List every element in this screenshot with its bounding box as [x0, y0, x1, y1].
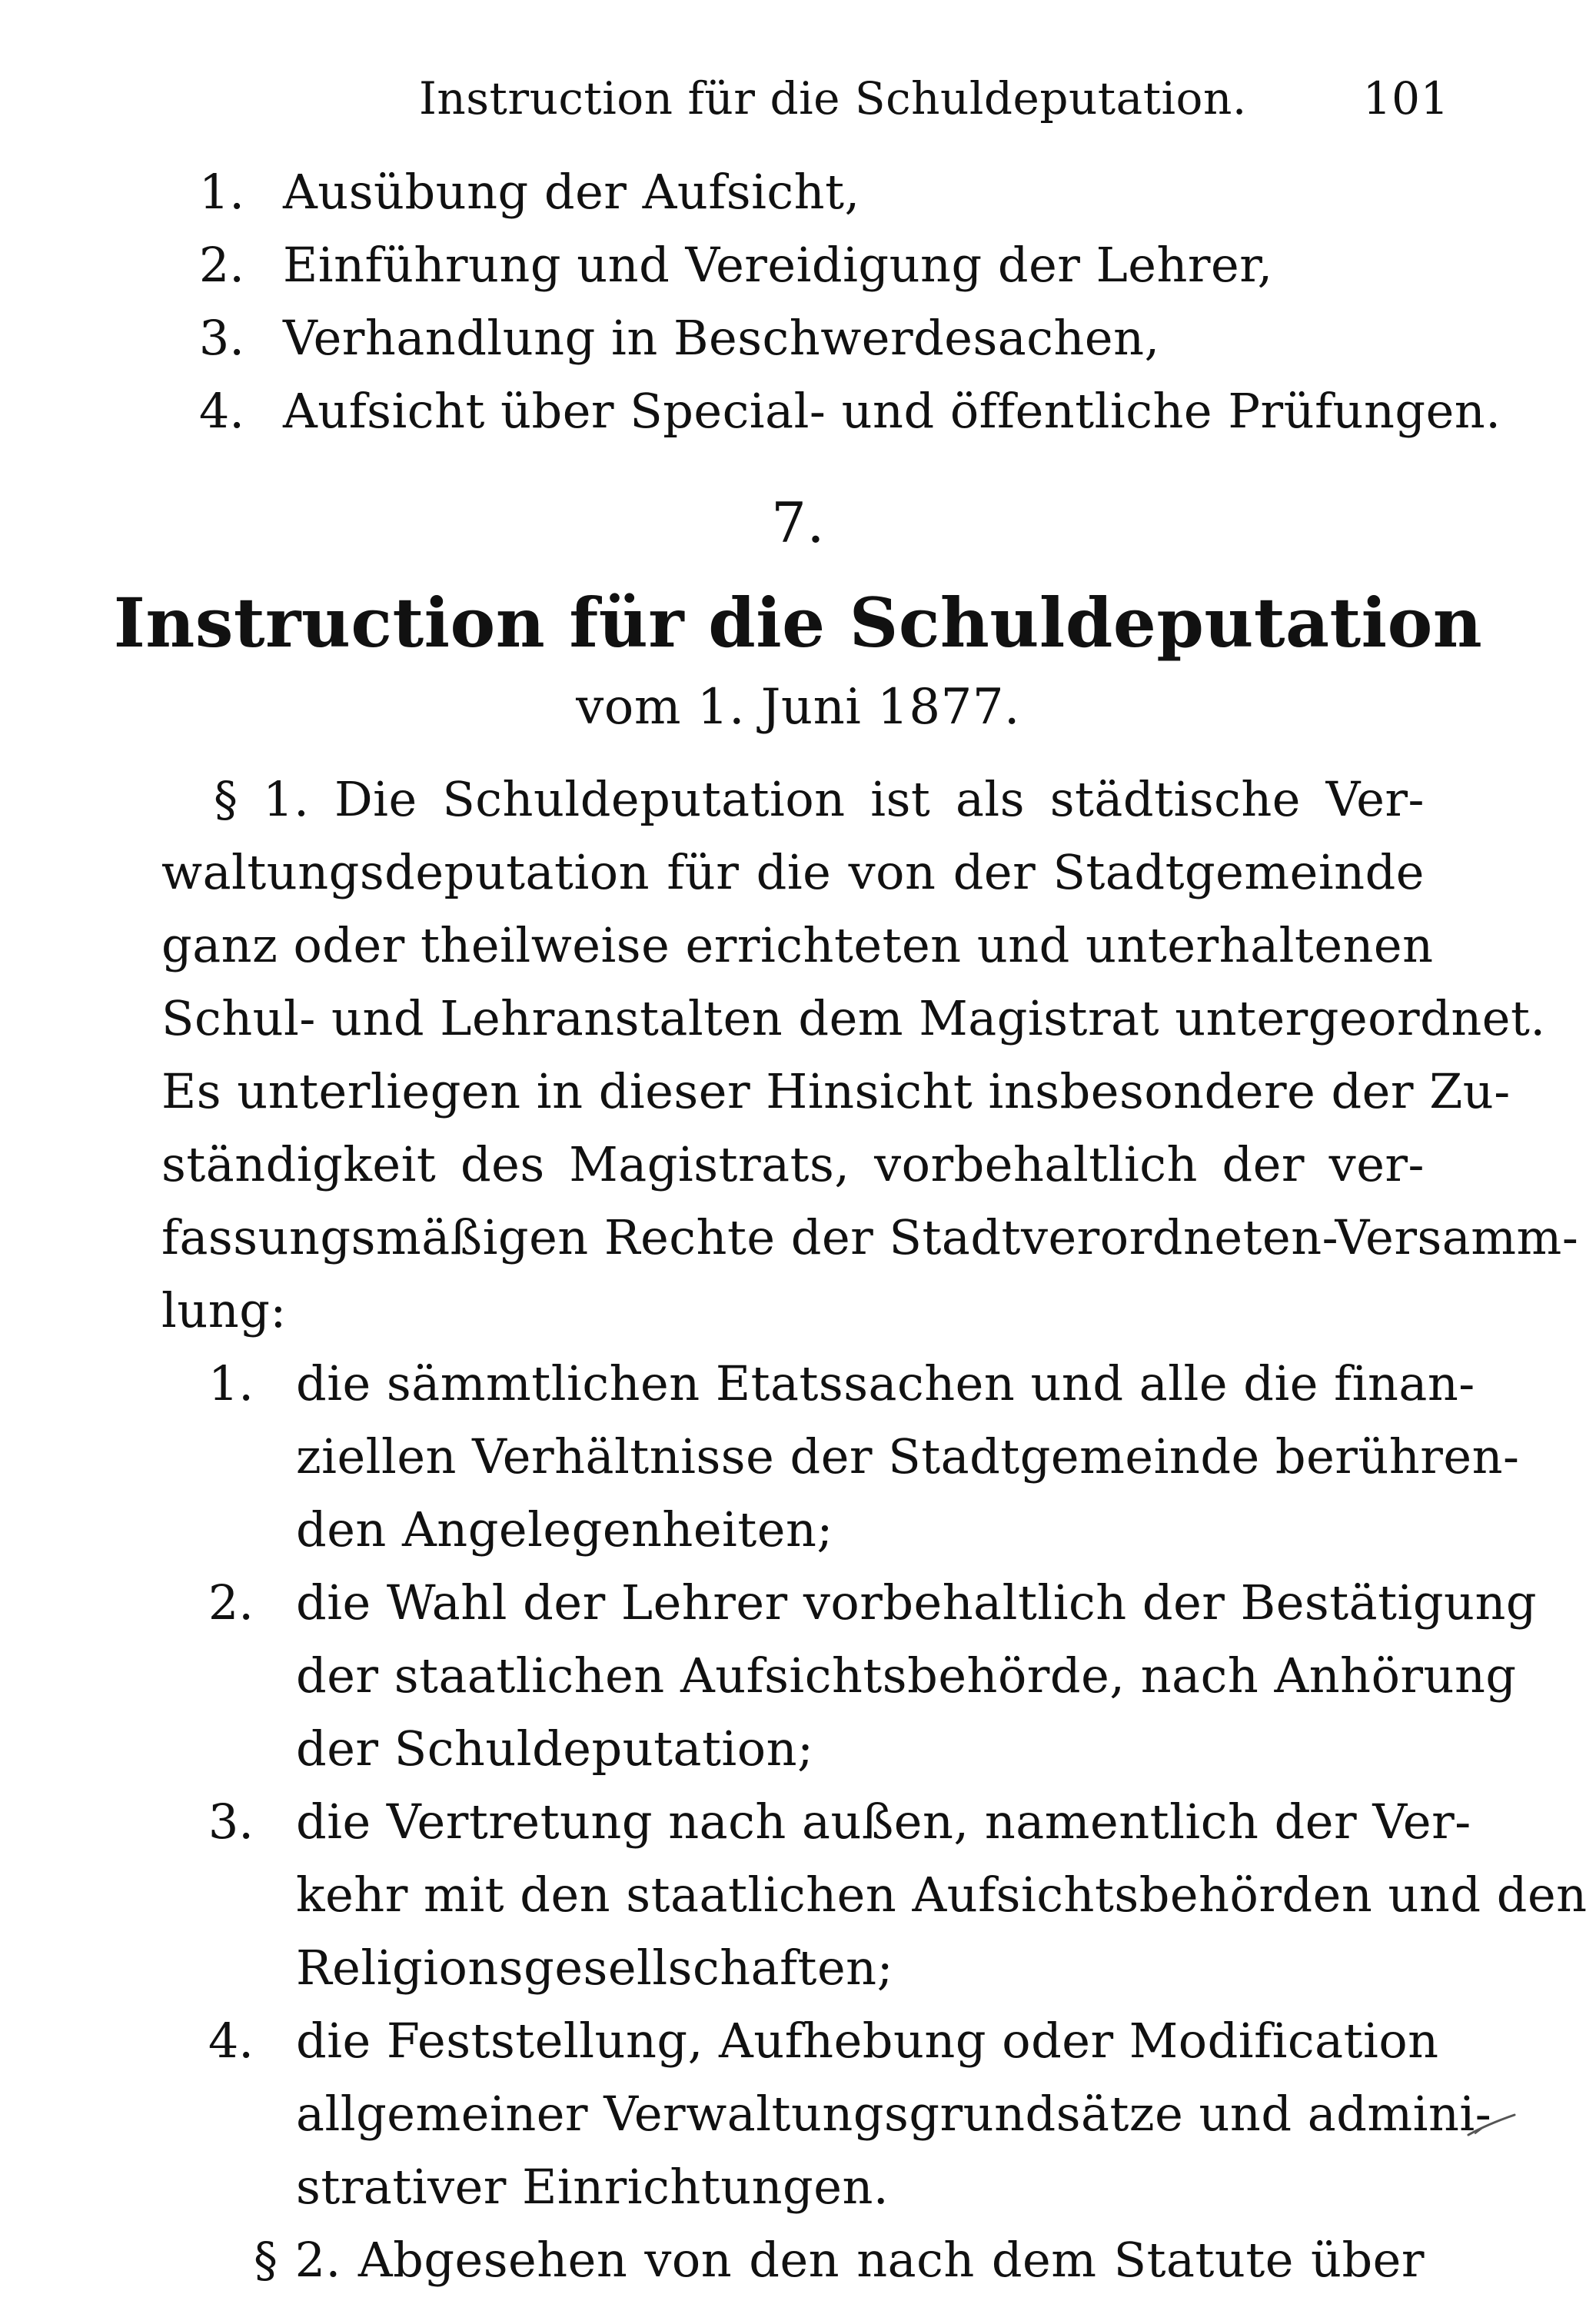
paragraph-line: lung:: [161, 1282, 287, 1338]
item-number: 3.: [208, 1794, 254, 1850]
item-line: ziellen Verhältnisse der Stadtgemeinde berühren-: [296, 1428, 1520, 1484]
paragraph-line: ständigkeit des Magistrats, vorbehaltlich der ver-: [161, 1136, 1425, 1192]
item-line: allgemeiner Verwaltungsgrundsätze und admini-: [296, 2086, 1492, 2142]
item-line: die sämmtlichen Etatssachen und alle die finan-: [296, 1355, 1475, 1411]
paragraph-line: fassungsmäßigen Rechte der Stadtverordneten-Versamm-: [161, 1209, 1579, 1265]
section-number: 7.: [771, 490, 825, 555]
list-item-text: Einführung und Vereidigung der Lehrer,: [283, 237, 1273, 293]
paragraph-line: Schul- und Lehranstalten dem Magistrat untergeordnet.: [161, 990, 1546, 1046]
pencil-mark-icon: [1465, 2110, 1518, 2141]
item-line: die Vertretung nach außen, namentlich der Ver-: [296, 1794, 1471, 1850]
item-line: den Angelegenheiten;: [296, 1501, 833, 1558]
list-item-number: 3.: [198, 310, 244, 366]
item-number: 4.: [208, 2013, 254, 2069]
section-title: Instruction für die Schuldeputation: [113, 583, 1483, 663]
item-number: 1.: [208, 1355, 254, 1411]
running-title: Instruction für die Schuldeputation.: [419, 72, 1247, 125]
item-number: 2.: [208, 1574, 254, 1631]
item-line: strativer Einrichtungen.: [296, 2159, 889, 2215]
list-item-text: Aufsicht über Special- und öffentliche Prüfungen.: [283, 383, 1501, 439]
paragraph-line: Es unterliegen in dieser Hinsicht insbesondere der Zu-: [161, 1063, 1511, 1119]
list-item-number: 4.: [198, 383, 244, 439]
section-date: vom 1. Juni 1877.: [576, 679, 1020, 736]
item-line: Religionsgesellschaften;: [296, 1940, 893, 1996]
list-item-text: Ausübung der Aufsicht,: [283, 164, 860, 220]
item-line: kehr mit den staatlichen Aufsichtsbehörden und den: [296, 1867, 1588, 1923]
list-item-text: Verhandlung in Beschwerdesachen,: [283, 310, 1160, 366]
paragraph-line: § 1. Die Schuldeputation ist als städtische Ver-: [214, 771, 1425, 827]
paragraph-line: ganz oder theilweise errichteten und unterhaltenen: [161, 917, 1434, 973]
page-number: 101: [1362, 72, 1449, 125]
paragraph-line: waltungsdeputation für die von der Stadtgemeinde: [161, 844, 1425, 900]
item-line: die Feststellung, Aufhebung oder Modification: [296, 2013, 1439, 2069]
paragraph-2-line: § 2. Abgesehen von den nach dem Statute über: [254, 2232, 1425, 2288]
item-line: die Wahl der Lehrer vorbehaltlich der Bestätigung: [296, 1574, 1538, 1631]
list-item-number: 2.: [198, 237, 244, 293]
list-item-number: 1.: [198, 164, 244, 220]
item-line: der Schuldeputation;: [296, 1721, 814, 1777]
item-line: der staatlichen Aufsichtsbehörde, nach Anhörung: [296, 1647, 1517, 1704]
